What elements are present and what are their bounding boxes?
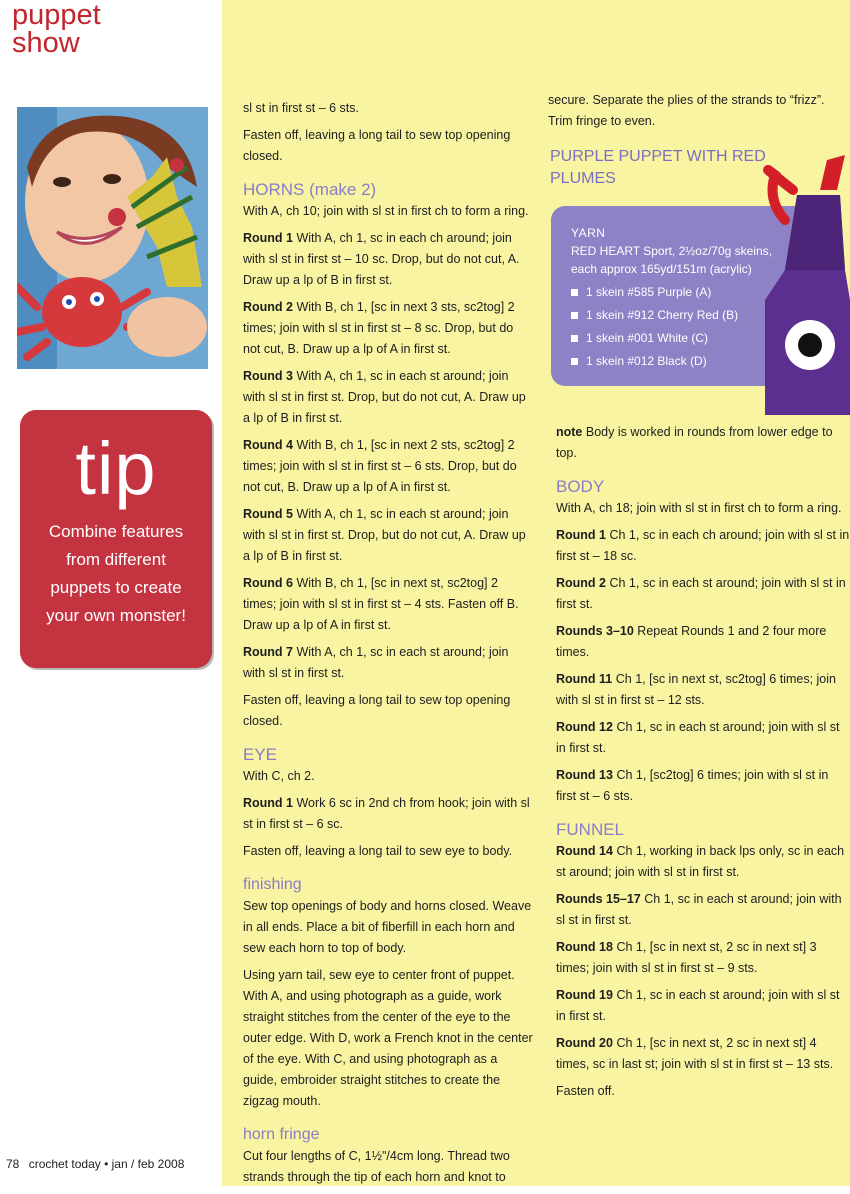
round-5 [243,504,533,567]
round-text: Ch 1, sc in each st around; join with sl st in first st. [556,892,842,927]
round-label: Round 11 [556,672,613,686]
yarn-item-text: 1 skein #012 Black (D) [586,354,707,368]
body-round-13 [556,765,850,807]
tip-line: Combine features [48,522,184,541]
round-text: With A, ch 1, sc in each st around; join with sl st in first st. Drop, but do not cut, A. Draw up a lp of B in first st. [243,507,526,563]
round-label: Rounds 15–17 [556,892,641,906]
yarn-brand: RED HEART Sport, 2½oz/70g skeins, each approx 165yd/151m (acrylic) [571,244,772,276]
heading-finishing: finishing [243,876,302,893]
round-label: Round 13 [556,768,613,782]
round-text: Ch 1, sc in each st around; join with sl st in first st. [556,988,840,1023]
round-label: Round 18 [556,940,613,954]
column-2-bottom [556,422,850,1108]
round-label: Round 14 [556,844,613,858]
heading-horns: HORNS (make 2) [243,180,377,199]
bullet-icon [571,289,578,296]
page-footer [6,1157,184,1171]
round-2 [243,297,533,360]
yarn-heading: YARN [571,226,606,240]
round-label: Round 5 [243,507,293,521]
paragraph: Fasten off, leaving a long tail to sew eye to body. [243,844,513,858]
round-text: With B, ch 1, [sc in next st, sc2tog] 2 times; join with sl st in first st – 4 sts. Fasten off B. Draw up a lp of A in first st. [243,576,519,632]
bullet-icon [571,312,578,319]
heading-eye: EYE [243,745,278,764]
funnel-round-14 [556,841,850,883]
round-3 [243,366,533,429]
round-label: Round 3 [243,369,293,383]
paragraph: With A, ch 10; join with sl st in first ch to form a ring. [243,204,529,218]
paragraph: secure. Separate the plies of the strands to “frizz”. Trim fringe to even. [548,93,825,128]
funnel-rounds-15-17 [556,889,850,931]
tip-line: your own monster! [46,606,186,625]
note-label: note [556,425,583,439]
note [556,422,850,464]
page-number: 78 [6,1157,20,1171]
round-text: Ch 1, [sc2tog] 6 times; join with sl st in first st – 6 sts. [556,768,829,803]
round-text: Ch 1, sc in each ch around; join with sl st in first st – 18 sc. [556,528,850,563]
column-1 [243,98,533,1194]
paragraph: With C, ch 2. [243,769,315,783]
round-text: Work 6 sc in 2nd ch from hook; join with sl st in first st – 6 sc. [243,796,530,831]
section-label-line1: puppet [12,0,101,31]
note-text: Body is worked in rounds from lower edge to top. [556,425,833,460]
round-label: Round 12 [556,720,613,734]
bullet-icon [571,358,578,365]
round-text: Ch 1, sc in each st around; join with sl st in first st. [556,576,846,611]
funnel-round-18 [556,937,850,979]
round-7 [243,642,533,684]
section-label-line2: show [12,26,80,59]
issue-date: jan / feb 2008 [111,1157,185,1171]
round-text: Ch 1, [sc in next st, 2 sc in next st] 4 times, sc in last st; join with sl st in first st – 13 sts. [556,1036,834,1071]
round-text: Ch 1, [sc in next st, sc2tog] 6 times; join with sl st in first st – 12 sts. [556,672,836,707]
body-round-1 [556,525,850,567]
round-text: With B, ch 1, [sc in next 2 sts, sc2tog] 2 times; join with sl st in first st – 6 sts. Drop, but do not cut, B. Draw up a lp of A in first st. [243,438,517,494]
heading-horn-fringe: horn fringe [243,1126,320,1143]
yarn-item-text: 1 skein #585 Purple (A) [586,285,712,299]
paragraph: With A, ch 18; join with sl st in first ch to form a ring. [556,501,842,515]
tip-box [20,410,212,668]
bullet-separator: • [104,1157,109,1171]
round-text: Ch 1, [sc in next st, 2 sc in next st] 3 times; join with sl st in first st – 9 sts. [556,940,817,975]
round-text: Ch 1, sc in each st around; join with sl st in first st. [556,720,840,755]
round-label: Round 1 [556,528,606,542]
column-2-top [548,90,838,138]
funnel-round-20 [556,1033,850,1075]
round-6 [243,573,533,636]
funnel-round-19 [556,985,850,1027]
round-label: Round 19 [556,988,613,1002]
paragraph: Fasten off, leaving a long tail to sew top opening closed. [243,693,511,728]
round-label: Round 2 [556,576,606,590]
photo-girl-with-puppets [17,107,208,369]
round-text: With B, ch 1, [sc in next 3 sts, sc2tog] 2 times; join with sl st in first st – 8 sc. Drop, but do not cut, B. Draw up a lp of A in first st. [243,300,515,356]
round-label: Round 20 [556,1036,613,1050]
paragraph: Sew top openings of body and horns closed. Weave in all ends. Place a bit of fiberfill in each horn and sew each horn to top of body. [243,899,532,955]
tip-text [20,518,212,630]
tip-line: puppets to create [50,578,182,597]
body-round-12 [556,717,850,759]
tip-line: from different [66,550,166,569]
round-text: With A, ch 1, sc in each st around; join with sl st in first st. Drop, but do not cut, A. Draw up a lp of B in first st. [243,369,526,425]
round-label: Round 4 [243,438,293,452]
round-text: Repeat Rounds 1 and 2 four more times. [556,624,827,659]
round-label: Round 1 [243,796,293,810]
purple-puppet-photo [745,150,850,415]
body-round-11 [556,669,850,711]
round-text: With A, ch 1, sc in each ch around; join with sl st in first st – 10 sc. Drop, but do not cut, A. Draw up a lp of B in first st. [243,231,520,287]
round-label: Round 7 [243,645,293,659]
tip-title: tip [75,427,157,510]
paragraph: Using yarn tail, sew eye to center front of puppet. With A, and using photograph as a guide, work straight stitches from the center of the eye to the outer edge. With D, work a French knot in the center of the eye. With C, and using photograph as a guide, embroider straight stitches to create the zigzag mouth. [243,968,533,1108]
round-text: Ch 1, working in back lps only, sc in each st around; join with sl st in first st. [556,844,845,879]
round-4 [243,435,533,498]
round-label: Round 2 [243,300,293,314]
heading-purple-puppet: PURPLE PUPPET WITH RED PLUMES [550,148,766,187]
round-label: Round 1 [243,231,293,245]
paragraph: sl st in first st – 6 sts. [243,101,359,115]
section-label [12,2,101,57]
paragraph: Fasten off, leaving a long tail to sew top opening closed. [243,128,511,163]
round-label: Round 6 [243,576,293,590]
round-label: Rounds 3–10 [556,624,634,638]
round-text: With A, ch 1, sc in each st around; join with sl st in first st. [243,645,509,680]
heading-funnel: FUNNEL [556,820,625,839]
eye-round-1 [243,793,533,835]
magazine-name: crochet today [28,1157,101,1171]
round-1 [243,228,533,291]
heading-body: BODY [556,477,605,496]
paragraph: Cut four lengths of C, 1½"/4cm long. Thread two strands through the tip of each horn and knot to [243,1149,510,1184]
bullet-icon [571,335,578,342]
paragraph: Fasten off. [556,1084,615,1098]
yarn-item-text: 1 skein #912 Cherry Red (B) [586,308,739,322]
yarn-item-text: 1 skein #001 White (C) [586,331,709,345]
body-round-2 [556,573,850,615]
body-rounds-3-10 [556,621,850,663]
